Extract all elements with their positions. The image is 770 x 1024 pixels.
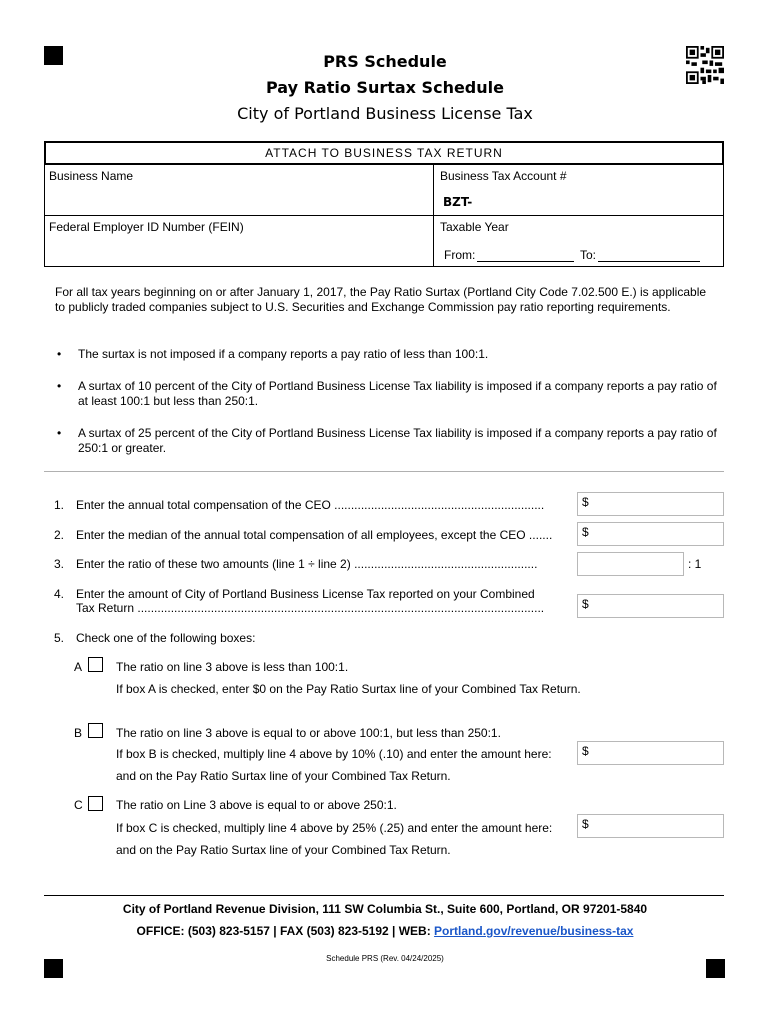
line-3-ratio-suffix: : 1: [688, 557, 702, 571]
account-prefix: BZT-: [443, 195, 473, 209]
line-2-amount-input[interactable]: [577, 522, 724, 546]
option-c-text: The ratio on Line 3 above is equal to or above 250:1.: [116, 798, 397, 812]
footer-address: City of Portland Revenue Division, 111 SW Columbia St., Suite 600, Portland, OR 97201-5840: [122, 902, 648, 916]
option-b-text: The ratio on line 3 above is equal to or above 100:1, but less than 250:1.: [116, 726, 501, 740]
dollar-sign: $: [582, 744, 589, 758]
line-2-number: 2.: [54, 528, 65, 542]
line-4-text-b: Tax Return ..........................................................................................................................: [76, 601, 545, 615]
line-4-number: 4.: [54, 587, 65, 601]
from-label: From:: [444, 248, 476, 262]
account-number-field[interactable]: [476, 192, 720, 212]
option-a-checkbox[interactable]: [88, 657, 103, 672]
option-b-note-2: and on the Pay Ratio Surtax line of your Combined Tax Return.: [116, 769, 451, 783]
page-agency-title: City of Portland Business License Tax: [237, 104, 533, 123]
option-c-note: If box C is checked, multiply line 4 above by 25% (.25) and enter the amount here:: [116, 821, 553, 835]
line-3-ratio-input[interactable]: [577, 552, 684, 576]
option-a-text: The ratio on line 3 above is less than 100:1.: [116, 660, 349, 674]
line-3-number: 3.: [54, 557, 65, 571]
line-1-amount-input[interactable]: [577, 492, 724, 516]
line-3-text: Enter the ratio of these two amounts (line 1 ÷ line 2) .......................................................: [76, 557, 538, 571]
page-title: PRS Schedule: [323, 52, 447, 71]
line-2-text: Enter the median of the annual total compensation of all employees, except the CEO .......: [76, 528, 553, 542]
footer-divider: [44, 895, 724, 896]
fein-field[interactable]: [49, 236, 429, 264]
to-label: To:: [580, 248, 597, 262]
line-1-number: 1.: [54, 498, 65, 512]
footer-contact: [0, 924, 770, 938]
to-date-field[interactable]: [598, 261, 700, 262]
bullet-dot: •: [57, 379, 62, 393]
form-revision: Schedule PRS (Rev. 04/24/2025): [326, 954, 444, 963]
bullet-item: A surtax of 25 percent of the City of Portland Business License Tax liability is imposed if a company reports a pay ratio of 250:1 or greater.: [78, 426, 717, 455]
fein-label: Federal Employer ID Number (FEIN): [49, 220, 244, 234]
footer-contact-text: OFFICE: (503) 823-5157 | FAX (503) 823-5192 | WEB:: [136, 924, 435, 938]
section-divider: [44, 471, 724, 472]
line-1-text: Enter the annual total compensation of the CEO ...............................................................: [76, 498, 545, 512]
option-c-note-2: and on the Pay Ratio Surtax line of your Combined Tax Return.: [116, 843, 451, 857]
dollar-sign: $: [582, 525, 589, 539]
option-b-amount-input[interactable]: [577, 741, 724, 765]
dollar-sign: $: [582, 495, 589, 509]
option-c-letter: C: [74, 798, 83, 812]
page-subtitle: Pay Ratio Surtax Schedule: [266, 78, 504, 97]
option-b-checkbox[interactable]: [88, 723, 103, 738]
business-name-label: Business Name: [49, 169, 134, 183]
option-c-amount-input[interactable]: [577, 814, 724, 838]
attach-banner: ATTACH TO BUSINESS TAX RETURN: [44, 141, 724, 165]
footer-web-link[interactable]: Portland.gov/revenue/business-tax: [434, 924, 634, 938]
account-number-label: Business Tax Account #: [440, 169, 567, 183]
bullet-dot: •: [57, 426, 62, 440]
from-date-field[interactable]: [477, 261, 574, 262]
bullet-item: A surtax of 10 percent of the City of Portland Business License Tax liability is imposed if a company reports a pay ratio of at least 100:1 but less than 250:1.: [78, 379, 717, 408]
info-box-row-divider: [44, 215, 724, 216]
bullet-item: The surtax is not imposed if a company reports a pay ratio of less than 100:1.: [78, 347, 489, 361]
dollar-sign: $: [582, 597, 589, 611]
option-b-note: If box B is checked, multiply line 4 above by 10% (.10) and enter the amount here:: [116, 747, 552, 761]
line-4-amount-input[interactable]: [577, 594, 724, 618]
bullet-dot: •: [57, 347, 62, 361]
option-a-note: If box A is checked, enter $0 on the Pay Ratio Surtax line of your Combined Tax Return.: [116, 682, 581, 696]
dollar-sign: $: [582, 817, 589, 831]
option-b-letter: B: [74, 726, 83, 740]
option-a-letter: A: [74, 660, 83, 674]
business-name-field[interactable]: [49, 184, 429, 212]
line-4-text-a: Enter the amount of City of Portland Business License Tax reported on your Combined: [76, 587, 535, 601]
taxable-year-label: Taxable Year: [440, 220, 509, 234]
info-box-divider: [433, 165, 434, 267]
intro-paragraph: For all tax years beginning on or after January 1, 2017, the Pay Ratio Surtax (Portland City Code 7.02.500 E.) is applicable to publicly traded companies subject to U.S. Securities and Exchange Commission pay ratio reporting requirements.: [55, 285, 707, 314]
option-c-checkbox[interactable]: [88, 796, 103, 811]
line-5-text: Check one of the following boxes:: [76, 631, 256, 645]
line-5-number: 5.: [54, 631, 65, 645]
